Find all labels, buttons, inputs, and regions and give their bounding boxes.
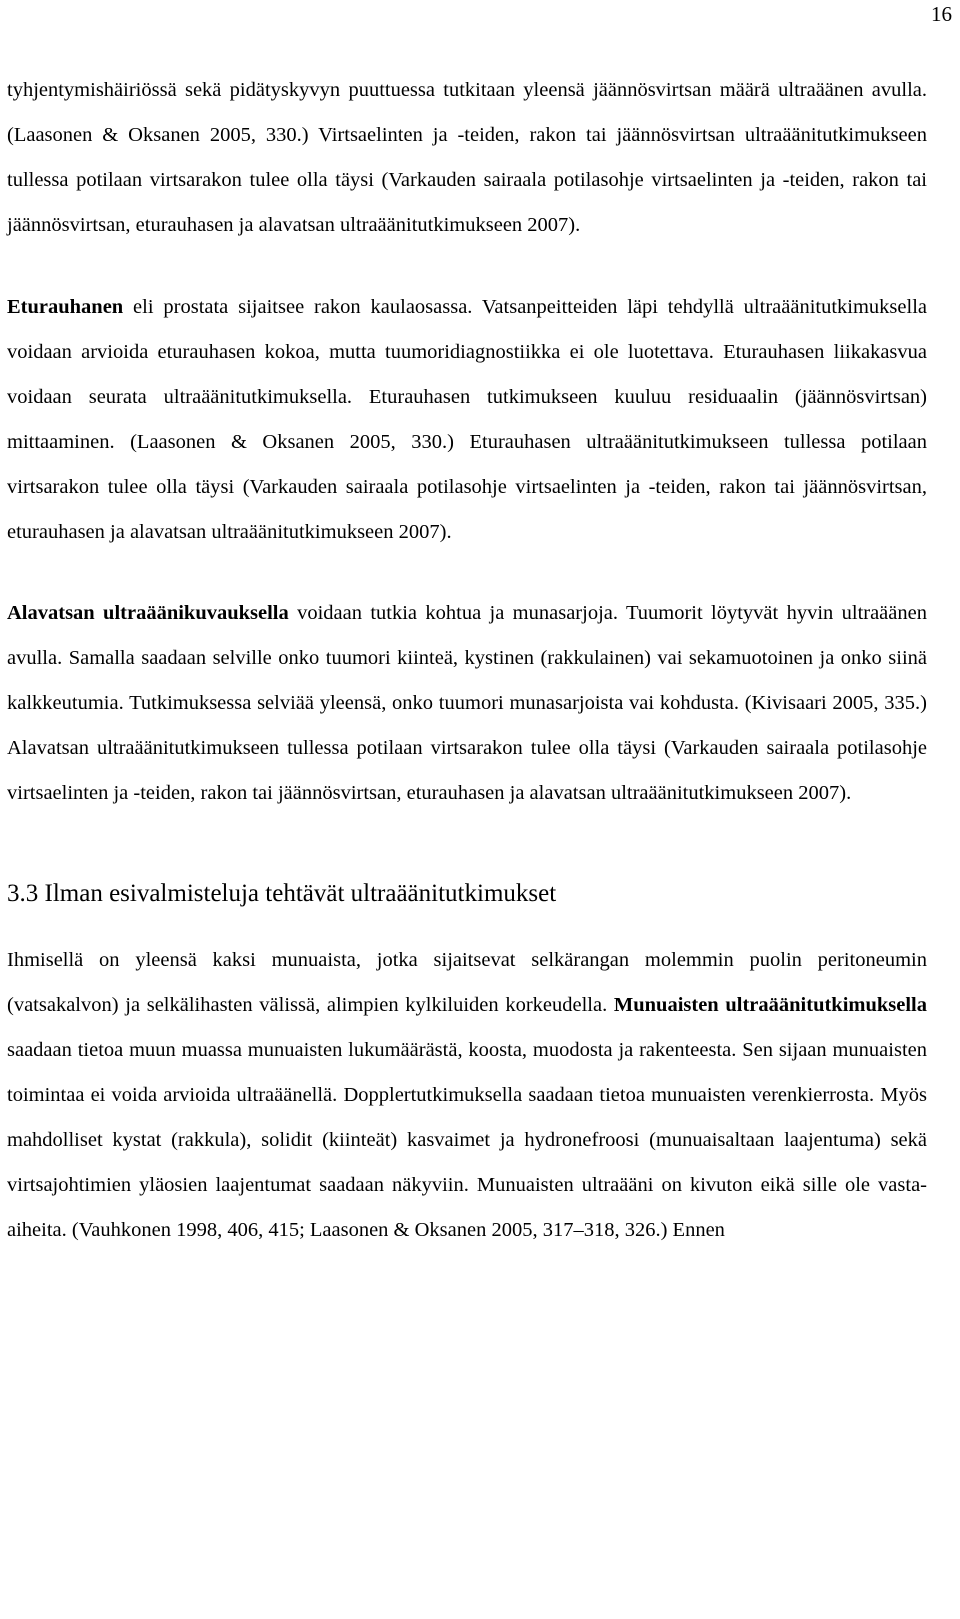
paragraph-prostate-text: eli prostata sijaitsee rakon kaulaosassa. Vatsanpeitteiden läpi tehdyllä ultraäänitutkimuksella voidaan arvioida eturauhasen kokoa, mutta tuumoridiagnostiikka ei ole luotettava. Eturauhasen liikakasvua voidaan seurata ultraäänitutkimuksella. Eturauhasen tutkimukseen kuuluu residuaalin (jäännösvirtsan) mittaaminen. (Laasonen & Oksanen 2005, 330.) Eturauhasen ultraäänitutkimukseen tullessa potilaan virtsarakon tulee olla täysi (Varkauden sairaala potilasohje virtsaelinten ja -teiden, rakon tai jäännösvirtsan, eturauhasen ja alavatsan ultraäänitutkimukseen 2007). [7,296,927,543]
document-body [7,68,927,1253]
paragraph-bladder-text: tyhjentymishäiriössä sekä pidätyskyvyn puuttuessa tutkitaan yleensä jäännösvirtsan määrä ultraäänen avulla. (Laasonen & Oksanen 2005, 330.) Virtsaelinten ja -teiden, rakon tai jäännösvirtsan ultraäänitutkimukseen tullessa potilaan virtsarakon tulee olla täysi (Varkauden sairaala potilasohje virtsaelinten ja -teiden, rakon tai jäännösvirtsan, eturauhasen ja alavatsan ultraäänitutkimukseen 2007). [7,79,927,236]
paragraph-prostate [7,285,927,555]
term-lower-abdomen: Alavatsan ultraäänikuvauksella [7,602,289,624]
term-prostate: Eturauhanen [7,296,124,318]
paragraph-kidneys-text-after: saadaan tietoa muun muassa munuaisten lukumäärästä, koosta, muodosta ja rakenteesta. Sen sijaan munuaisten toimintaa ei voida arvioida ultraäänellä. Dopplertutkimuksella saadaan tietoa munuaisten verenkierrosta. Myös mahdolliset kystat (rakkula), solidit (kiinteät) kasvaimet ja hydronefroosi (munuaisaltaan laajentuma) sekä virtsajohtimien yläosien laajentumat saadaan näkyviin. Munuaisten ultraääni on kivuton eikä sille ole vasta-aiheita. (Vauhkonen 1998, 406, 415; Laasonen & Oksanen 2005, 317–318, 326.) Ennen [7,1039,927,1241]
page-number: 16 [931,2,952,26]
section-heading: 3.3 Ilman esivalmisteluja tehtävät ultraäänitutkimukset [7,880,557,907]
paragraph-kidneys-text-before: Ihmisellä on yleensä kaksi munuaista, jotka sijaitsevat selkärangan molemmin puolin peritoneumin (vatsakalvon) ja selkälihasten välissä, alimpien kylkiluiden korkeudella. [7,949,927,1016]
paragraph-lower-abdomen [7,591,927,816]
paragraph-kidneys [7,938,927,1253]
term-kidneys: Munuaisten ultraäänitutkimuksella [613,994,928,1016]
paragraph-bladder [7,68,927,248]
paragraph-lower-abdomen-text: voidaan tutkia kohtua ja munasarjoja. Tuumorit löytyvät hyvin ultraäänen avulla. Samalla saadaan selville onko tuumori kiinteä, kystinen (rakkulainen) vai sekamuotoinen ja onko siinä kalkkeutumia. Tutkimuksessa selviää yleensä, onko tuumori munasarjoista vai kohdusta. (Kivisaari 2005, 335.) Alavatsan ultraäänitutkimukseen tullessa potilaan virtsarakon tulee olla täysi (Varkauden sairaala potilasohje virtsaelinten ja -teiden, rakon tai jäännösvirtsan, eturauhasen ja alavatsan ultraäänitutkimukseen 2007). [7,602,927,804]
